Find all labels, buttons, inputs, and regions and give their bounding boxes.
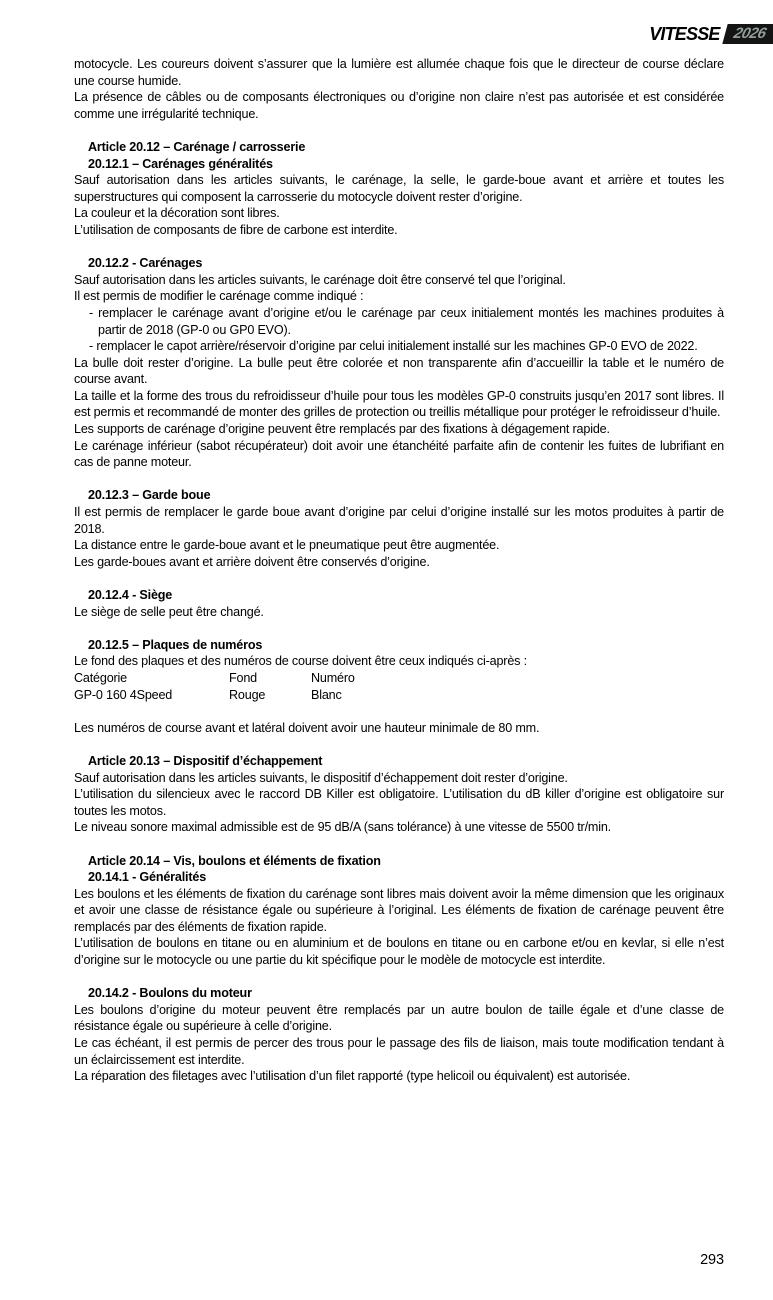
paragraph: Les boulons et les éléments de fixation du carénage sont libres mais doivent avoir la même dimension que les originaux et avoir une classe de résistance égale ou supérieure à l’original. Les éléments de fixation de carénage peuvent être remplacés par des éléments de fixation rapide. <box>74 886 724 934</box>
table-cell: Catégorie <box>74 670 127 685</box>
paragraph: La couleur et la décoration sont libres. <box>74 206 280 221</box>
paragraph: Le fond des plaques et des numéros de course doivent être ceux indiqués ci-après : <box>74 654 527 669</box>
section-heading: 20.14.2 - Boulons du moteur <box>88 986 252 1001</box>
table-cell: Rouge <box>229 687 266 702</box>
spacer <box>74 703 724 720</box>
table-cell: Fond <box>229 670 257 685</box>
section-heading: 20.12.1 – Carénages généralités <box>88 156 273 171</box>
spacer <box>74 122 724 139</box>
table-cell: GP-0 160 4Speed <box>74 687 173 702</box>
section-heading: Article 20.13 – Dispositif d’échappement <box>88 753 323 768</box>
document-body <box>74 56 724 1085</box>
section-heading: 20.14.1 - Généralités <box>88 870 207 885</box>
paragraph: L’utilisation du silencieux avec le raccord DB Killer est obligatoire. L’utilisation du dB killer d’origine est obligatoire sur toutes les motos. <box>74 787 724 818</box>
section-heading: 20.12.2 - Carénages <box>88 256 203 271</box>
paragraph: La présence de câbles ou de composants électroniques ou d’origine non claire n’est pas autorisée et est considérée comme une irrégularité technique. <box>74 90 724 121</box>
page-number: 293 <box>700 1252 724 1268</box>
spacer <box>74 969 724 986</box>
spacer <box>74 570 724 587</box>
section-heading: Article 20.12 – Carénage / carrosserie <box>88 139 306 154</box>
table-header-row <box>74 670 724 687</box>
table-row <box>74 687 724 704</box>
paragraph: L’utilisation de boulons en titane ou en aluminium et de boulons en titane ou en carbone et/ou en kevlar, si elle n’est d’origine sur le motocycle ou une partie du kit spécifique pour le modèle de motocycle est interdite. <box>74 936 724 968</box>
table-cell: Numéro <box>311 670 355 685</box>
paragraph: Le cas échéant, il est permis de percer des trous pour le passage des fils de liaison, mais toute modification tendant à un éclaircissement est interdite. <box>74 1036 724 1067</box>
paragraph: Sauf autorisation dans les articles suivants, le dispositif d’échappement doit rester d’origine. <box>74 770 568 785</box>
brand-logo-vitesse: VITESSE <box>649 24 720 44</box>
paragraph: La bulle doit rester d’origine. La bulle peut être colorée et non transparente afin d’accueillir la table et le numéro de course avant. <box>74 355 724 387</box>
list-item: - remplacer le capot arrière/réservoir d’origine par celui initialement installé sur les machines GP-0 EVO de 2022. <box>89 339 698 354</box>
number-plate-table <box>74 670 724 703</box>
paragraph: La taille et la forme des trous du refroidisseur d’huile pour tous les modèles GP-0 construits jusqu’en 2017 sont libres. Il est permis et recommandé de monter des grilles de protection ou treillis métallique pour protéger le refroidisseur d’huile. <box>74 388 724 420</box>
list-item: - remplacer le carénage avant d’origine et/ou le carénage par ceux initialement montés les machines produites à partir de 2018 (GP-0 ou GP0 EVO). <box>89 305 724 337</box>
paragraph: La distance entre le garde-boue avant et le pneumatique peut être augmentée. <box>74 538 500 553</box>
spacer <box>74 239 724 256</box>
paragraph: Le carénage inférieur (sabot récupérateur) doit avoir une étanchéité parfaite afin de contenir les fuites de lubrifiant en cas de panne moteur. <box>74 438 724 470</box>
table-cell: Blanc <box>311 687 342 702</box>
paragraph: Le siège de selle peut être changé. <box>74 604 264 619</box>
section-heading: Article 20.14 – Vis, boulons et éléments de fixation <box>88 853 381 868</box>
paragraph: Le niveau sonore maximal admissible est de 95 dB/A (sans tolérance) à une vitesse de 5500 tr/min. <box>74 820 611 835</box>
paragraph: Sauf autorisation dans les articles suivants, le carénage doit être conservé tel que l’original. <box>74 272 566 287</box>
paragraph: Les numéros de course avant et latéral doivent avoir une hauteur minimale de 80 mm. <box>74 720 540 735</box>
spacer <box>74 620 724 637</box>
paragraph: La réparation des filetages avec l’utilisation d’un filet rapporté (type helicoil ou équivalent) est autorisée. <box>74 1069 631 1084</box>
paragraph: Sauf autorisation dans les articles suivants, le carénage, la selle, le garde-boue avant et arrière et toutes les superstructures qui composent la carrosserie du motocycle doivent rester d’origine. <box>74 173 724 204</box>
paragraph: Les supports de carénage d’origine peuvent être remplacés par des fixations à dégagement rapide. <box>74 422 610 437</box>
section-heading: 20.12.3 – Garde boue <box>88 488 211 503</box>
section-heading: 20.12.4 - Siège <box>88 588 173 602</box>
spacer <box>74 736 724 753</box>
section-heading: 20.12.5 – Plaques de numéros <box>88 637 263 652</box>
paragraph: motocycle. Les coureurs doivent s’assurer que la lumière est allumée chaque fois que le directeur de course déclare une course humide. <box>74 57 724 88</box>
paragraph: Les garde-boues avant et arrière doivent être conservés d’origine. <box>74 554 430 569</box>
page-footer <box>74 1252 724 1268</box>
paragraph: Il est permis de remplacer le garde boue avant d’origine par celui d’origine installé sur les motos produites à partir de 2018. <box>74 505 724 536</box>
paragraph: Les boulons d’origine du moteur peuvent être remplacés par un autre boulon de taille égale et d’une classe de résistance égale ou supérieure à celle d’origine. <box>74 1002 724 1034</box>
spacer <box>74 471 724 488</box>
paragraph: L’utilisation de composants de fibre de carbone est interdite. <box>74 222 398 237</box>
brand-year-badge <box>722 24 773 44</box>
paragraph: Il est permis de modifier le carénage comme indiqué : <box>74 289 364 304</box>
brand-year-label: 2026 <box>731 25 768 42</box>
spacer <box>74 836 724 853</box>
page-header <box>649 24 773 44</box>
